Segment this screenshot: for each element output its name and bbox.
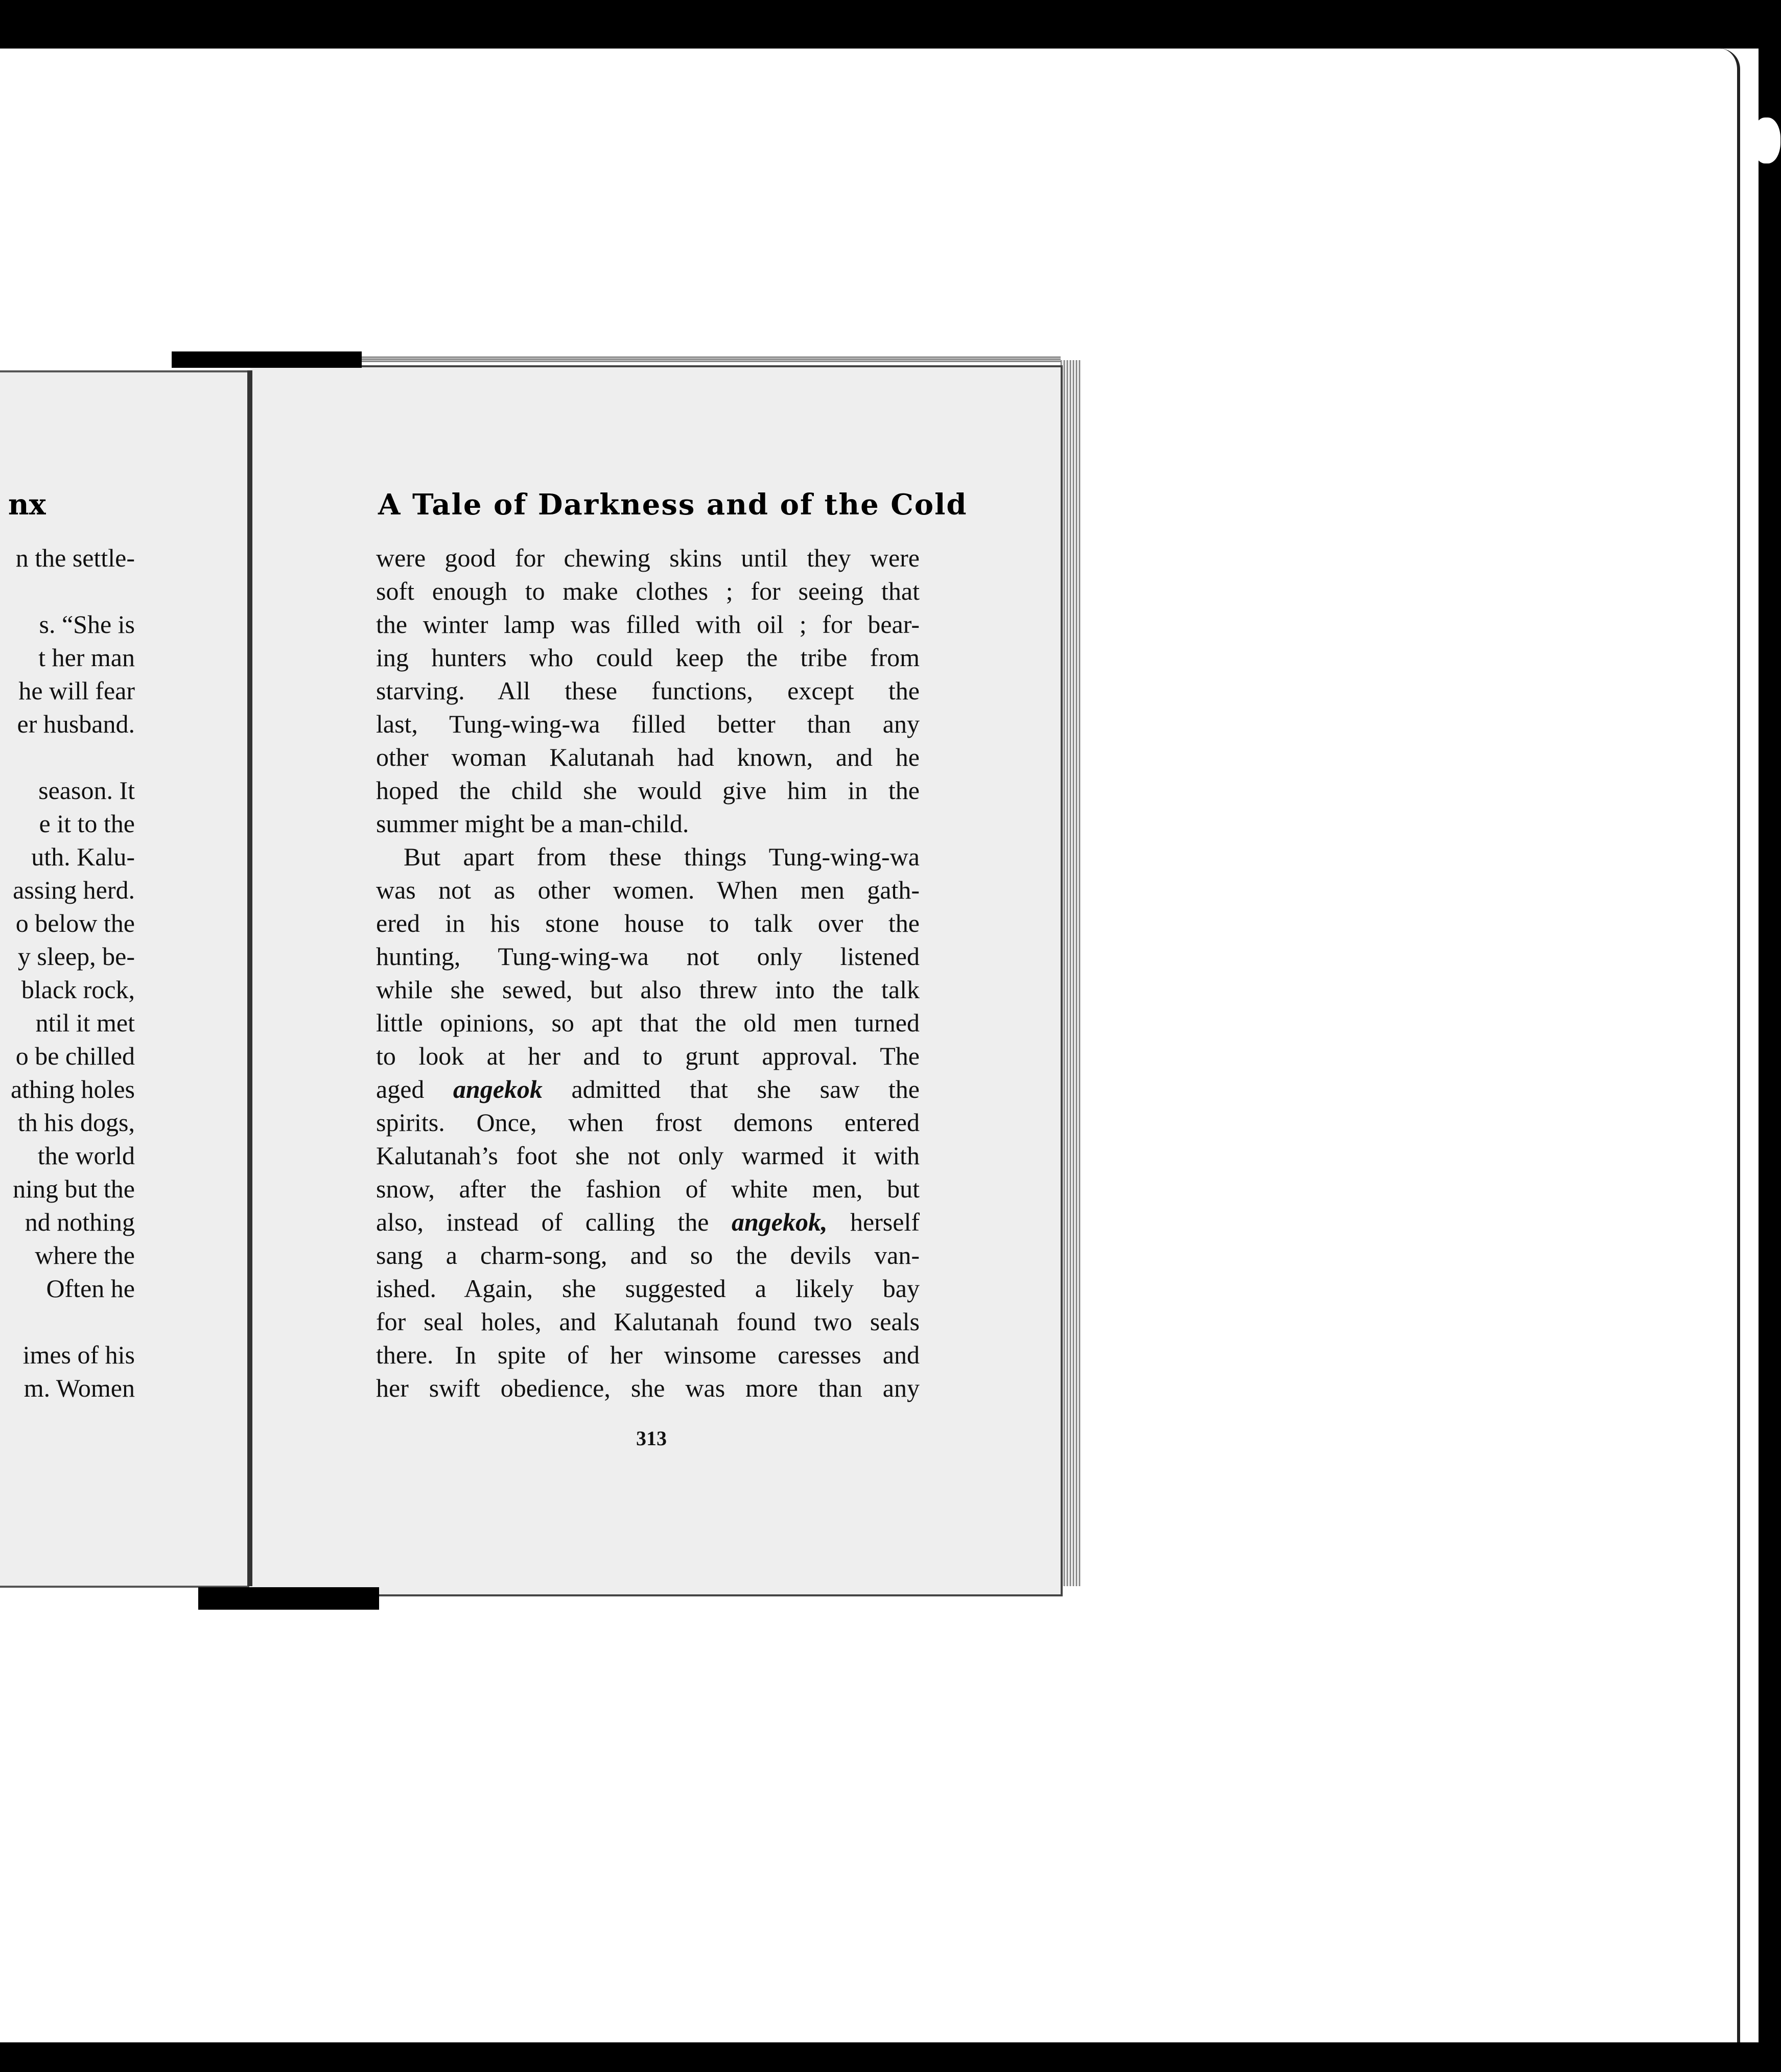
text-line: was not as other women. When men gath- [376,876,920,904]
left-text-line: o below the [15,909,135,937]
left-text-line: where the [35,1241,135,1269]
scan-artifact [1752,117,1780,163]
italic-term: angekok, [731,1208,828,1236]
binding-clip-top [172,351,362,368]
text-line: last, Tung-wing-wa filled better than any [376,710,920,738]
left-text-line: n the settle- [15,544,135,572]
left-text-line: y sleep, be- [17,942,135,971]
running-head: A Tale of Darkness and of the Cold [378,488,968,522]
left-text-line: t her man [38,643,135,672]
left-text-line: Often he [46,1274,135,1303]
text-line: ered in his stone house to talk over the [376,909,920,937]
page-stack-top-edge [358,357,1061,363]
text-line: to look at her and to grunt approval. The [376,1042,920,1070]
text-fragment: admitted that she saw the [571,1075,920,1103]
text-line: spirits. Once, when frost demons entered [376,1108,920,1137]
left-text-line: assing herd. [13,876,135,904]
left-text-line: he will fear [18,676,135,705]
text-line: hoped the child she would give him in the [376,776,920,805]
text-fragment: also, instead of calling the [376,1208,709,1236]
text-line [376,1206,920,1239]
text-fragment: aged [376,1075,425,1103]
text-line: were good for chewing skins until they were [376,544,920,572]
left-text-line: black rock, [21,975,135,1004]
text-line: her swift obedience, she was more than any [376,1374,920,1402]
left-text-line [0,1305,135,1338]
scan-border-right [1759,0,1781,2072]
book-gutter [247,370,252,1586]
left-text-line [0,741,135,774]
text-fragment: herself [850,1208,920,1236]
left-text-line: athing holes [10,1075,135,1103]
text-line: ished. Again, she suggested a likely bay [376,1274,920,1303]
left-text-line: ning but the [13,1174,135,1203]
text-line: summer might be a man-child. [376,809,689,838]
text-line: starving. All these functions, except the [376,676,920,705]
text-line: the winter lamp was filled with oil ; for bear- [376,610,920,639]
text-line: while she sewed, but also threw into the talk [376,975,920,1004]
text-line: But apart from these things Tung-wing-wa [404,842,920,871]
binding-clip-bottom [198,1587,379,1610]
page-stack-side-edge [1061,360,1081,1586]
left-text-line: the world [37,1141,135,1170]
left-text-line: er husband. [17,710,135,738]
scan-border-top [0,0,1781,49]
text-line: soft enough to make clothes ; for seeing that [376,577,920,605]
left-text-line: nd nothing [25,1208,135,1236]
text-line: sang a charm-song, and so the devils van- [376,1241,920,1269]
italic-term: angekok [453,1075,543,1103]
text-line: other woman Kalutanah had known, and he [376,743,920,771]
page-number: 313 [636,1427,667,1450]
left-text-line: imes of his [22,1340,135,1369]
left-text-line: uth. Kalu- [31,842,135,871]
text-line: hunting, Tung-wing-wa not only listened [376,942,920,971]
left-text-line: e it to the [39,809,135,838]
text-line: Kalutanah’s foot she not only warmed it with [376,1141,920,1170]
left-running-head-fragment: nx [8,488,46,522]
left-text-line: season. It [38,776,135,805]
left-text-line [0,575,135,608]
left-text-line: ntil it met [35,1008,135,1037]
text-line: ing hunters who could keep the tribe from [376,643,920,672]
body-text [376,541,920,1405]
text-line: for seal holes, and Kalutanah found two seals [376,1307,920,1336]
left-page-text [0,541,135,1405]
left-text-line: s. “She is [39,610,135,639]
text-line: little opinions, so apt that the old men turned [376,1008,920,1037]
left-text-line: o be chilled [15,1042,135,1070]
text-line: snow, after the fashion of white men, but [376,1174,920,1203]
left-text-line: m. Women [24,1374,135,1402]
text-line [376,1073,920,1106]
scan-border-bottom [0,2042,1781,2072]
text-line: there. In spite of her winsome caresses and [376,1340,920,1369]
left-text-line: th his dogs, [17,1108,135,1137]
